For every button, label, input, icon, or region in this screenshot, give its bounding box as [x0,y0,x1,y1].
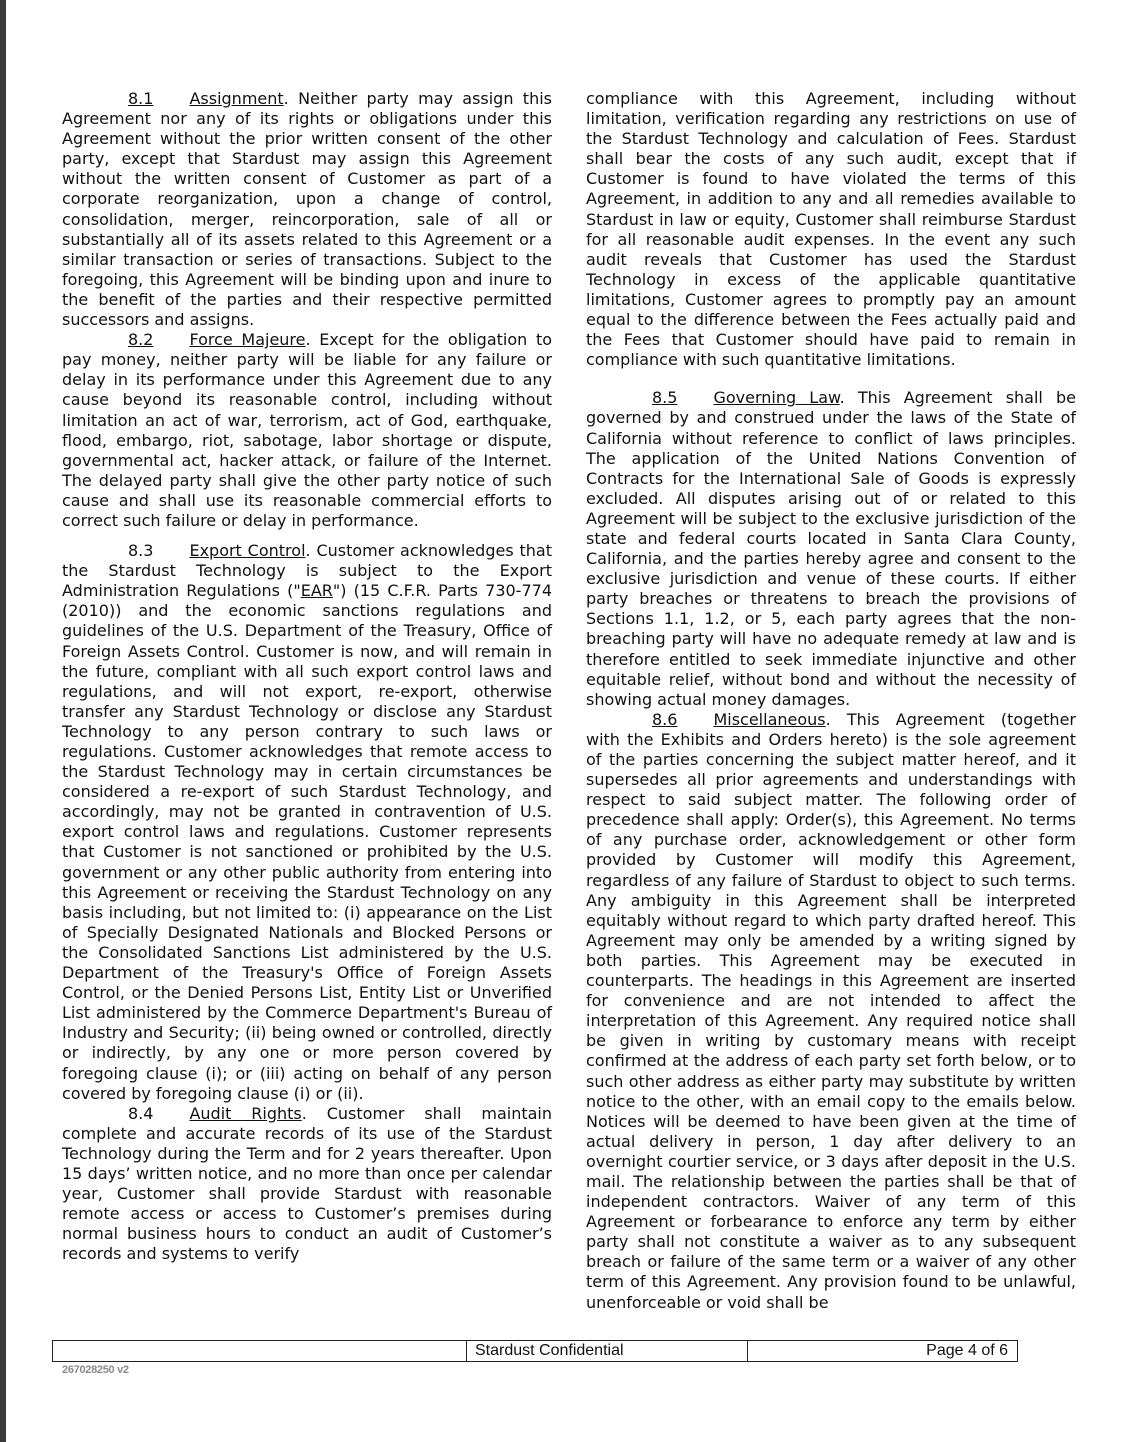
section-8-6 [586,710,1076,1313]
section-title: Audit Rights [189,1103,302,1123]
section-title: Force Majeure [189,330,306,350]
ear-term: EAR [300,581,333,601]
section-8-1 [62,89,552,330]
section-body: . Customer acknowledges that the Stardust Technology is subject to the Export Administration Regulations (" [62,541,553,601]
section-number: 8.5 [652,388,678,408]
section-title: Miscellaneous [713,709,826,729]
section-8-5 [586,388,1076,710]
left-column [62,89,552,1264]
section-8-2 [62,330,552,531]
scan-edge [0,0,6,1442]
section-body: . Neither party may assign this Agreement nor any of its rights or obligations under this Agreement without the prior written consent of the other party, except that Stardust may assign this Agreement without the written consent of Customer as part of a corporate reorganization, upon a change of control, consolidation, merger, reincorporation, sale of all or substantially all of its assets related to this Agreement or a similar transaction or series of transactions. Subject to the foregoing, this Agreement will be binding upon and inure to the benefit of the parties and their respective permitted successors and assigns. [62,89,552,330]
section-8-3 [62,541,552,1104]
section-body: . This Agreement (together with the Exhibits and Orders hereto) is the sole agreement of the parties concerning the subject matter hereof, and it supersedes all prior agreements and understandings with respect to said subject matter. The following order of precedence shall apply: Order(s), this Agreement. No terms of any purchase order, acknowledgement or other form provided by Customer will modify this Agreement, regardless of any failure of Stardust to object to such terms. Any ambiguity in this Agreement shall be interpreted equitably without regard to which party drafted hereof. This Agreement may only be amended by a writing signed by both parties. This Agreement may be executed in counterparts. The headings in this Agreement are inserted for convenience and are not intended to affect the interpretation of this Agreement. Any required notice shall be given in writing by customary means with receipt confirmed at the address of each party set forth below, or to such other address as either party may substitute by written notice to the other, with an email copy to the emails below. Notices will be deemed to have been given at the time of actual delivery in person, 1 day after delivery to an overnight courtier service, or 3 days after deposit in the U.S. mail. The relationship between the parties shall be that of independent contractors. Waiver of any term of this Agreement or forbearance to enforce any term by either party shall not constitute a waiver as to any subsequent breach or failure of the same term or a waiver of any other term of this Agreement. Any provision found to be unlawful, unenforceable or void shall be [586,709,1076,1312]
section-body: . This Agreement shall be governed by and construed under the laws of the State of California without reference to conflict of laws principles. The application of the United Nations Convention of Contracts for the International Sale of Goods is expressly excluded. All disputes arising out of or related to this Agreement will be subject to the exclusive jurisdiction of the state and federal courts located in Santa Clara County, California, and the parties hereby agree and consent to the exclusive jurisdiction and venue of these courts. If either party breaches or threatens to breach the provisions of Sections 1.1, 1.2, or 5, each party agrees that the non-breaching party will have no adequate remedy at law and is therefore entitled to seek immediate injunctive and other equitable relief, without bond and without the necessity of showing actual money damages. [586,388,1077,709]
footer-confidential: Stardust Confidential [467,1341,748,1361]
right-column [586,89,1076,1313]
section-number: 8.3 [128,541,154,561]
section-title: Governing Law [713,388,840,408]
section-number: 8.1 [128,89,154,108]
section-body: . Except for the obligation to pay money, neither party will be liable for any failure or delay in its performance under this Agreement due to any cause beyond its reasonable control, including without limitation an act of war, terrorism, act of God, earthquake, flood, embargo, riot, sabotage, labor shortage or dispute, governmental act, hacker attack, or failure of the Internet. The delayed party shall give the other party notice of such cause and shall use its reasonable commercial efforts to correct such failure or delay in performance. [62,330,553,530]
document-id: 267028250 v2 [62,1364,129,1376]
section-body: . Customer shall maintain complete and accurate records of its use of the Stardust Technology during the Term and for 2 years thereafter. Upon 15 days’ written notice, and no more than once per calendar year, Customer shall provide Stardust with reasonable remote access or access to Customer’s premises during normal business hours to conduct an audit of Customer’s records and systems to verify [62,1103,553,1264]
section-number: 8.2 [128,330,154,350]
section-8-4-continued: compliance with this Agreement, including without limitation, verification regarding any restrictions on use of the Stardust Technology and calculation of Fees. Stardust shall bear the costs of any such audit, except that if Customer is found to have violated the terms of this Agreement, in addition to any and all remedies available to Stardust in law or equity, Customer shall reimburse Stardust for all reasonable audit expenses. In the event any such audit reveals that Customer has used the Stardust Technology in excess of the applicable quantitative limitations, Customer agrees to promptly pay an amount equal to the difference between the Fees actually paid and the Fees that Customer should have paid to remain in compliance with such quantitative limitations. [586,89,1076,370]
section-title: Export Control [189,541,306,561]
section-number: 8.6 [652,709,678,729]
section-number: 8.4 [128,1103,154,1123]
footer-table [52,1340,1018,1362]
footer-cell-blank [53,1341,467,1361]
section-body: ") (15 C.F.R. Parts 730-774 (2010)) and the economic sanctions regulations and guidelines of the U.S. Department of the Treasury, Office of Foreign Assets Control. Customer is now, and will remain in the future, compliant with all such export control laws and regulations, and will not export, re-export, otherwise transfer any Stardust Technology or disclose any Stardust Technology to any person contrary to such laws or regulations. Customer acknowledges that remote access to the Stardust Technology may in certain circumstances be considered a re-export of such Stardust Technology, and accordingly, may not be granted in contravention of U.S. export control laws and regulations. Customer represents that Customer is not sanctioned or prohibited by the U.S. government or any other public authority from entering into this Agreement or receiving the Stardust Technology on any basis including, but not limited to: (i) appearance on the List of Specially Designated Nationals and Blocked Persons or the Consolidated Sanctions List administered by the U.S. Department of the Treasury's Office of Foreign Assets Control, or the Denied Persons List, Entity List or Unverified List administered by the Commerce Department's Bureau of Industry and Security; (ii) being owned or controlled, directly or indirectly, by any one or more person covered by foregoing clause (i); or (iii) acting on behalf of any person covered by foregoing clause (i) or (ii). [62,581,552,1103]
footer-page-number: Page 4 of 6 [926,1342,1008,1359]
section-8-4 [62,1104,552,1265]
section-title: Assignment [189,89,284,108]
